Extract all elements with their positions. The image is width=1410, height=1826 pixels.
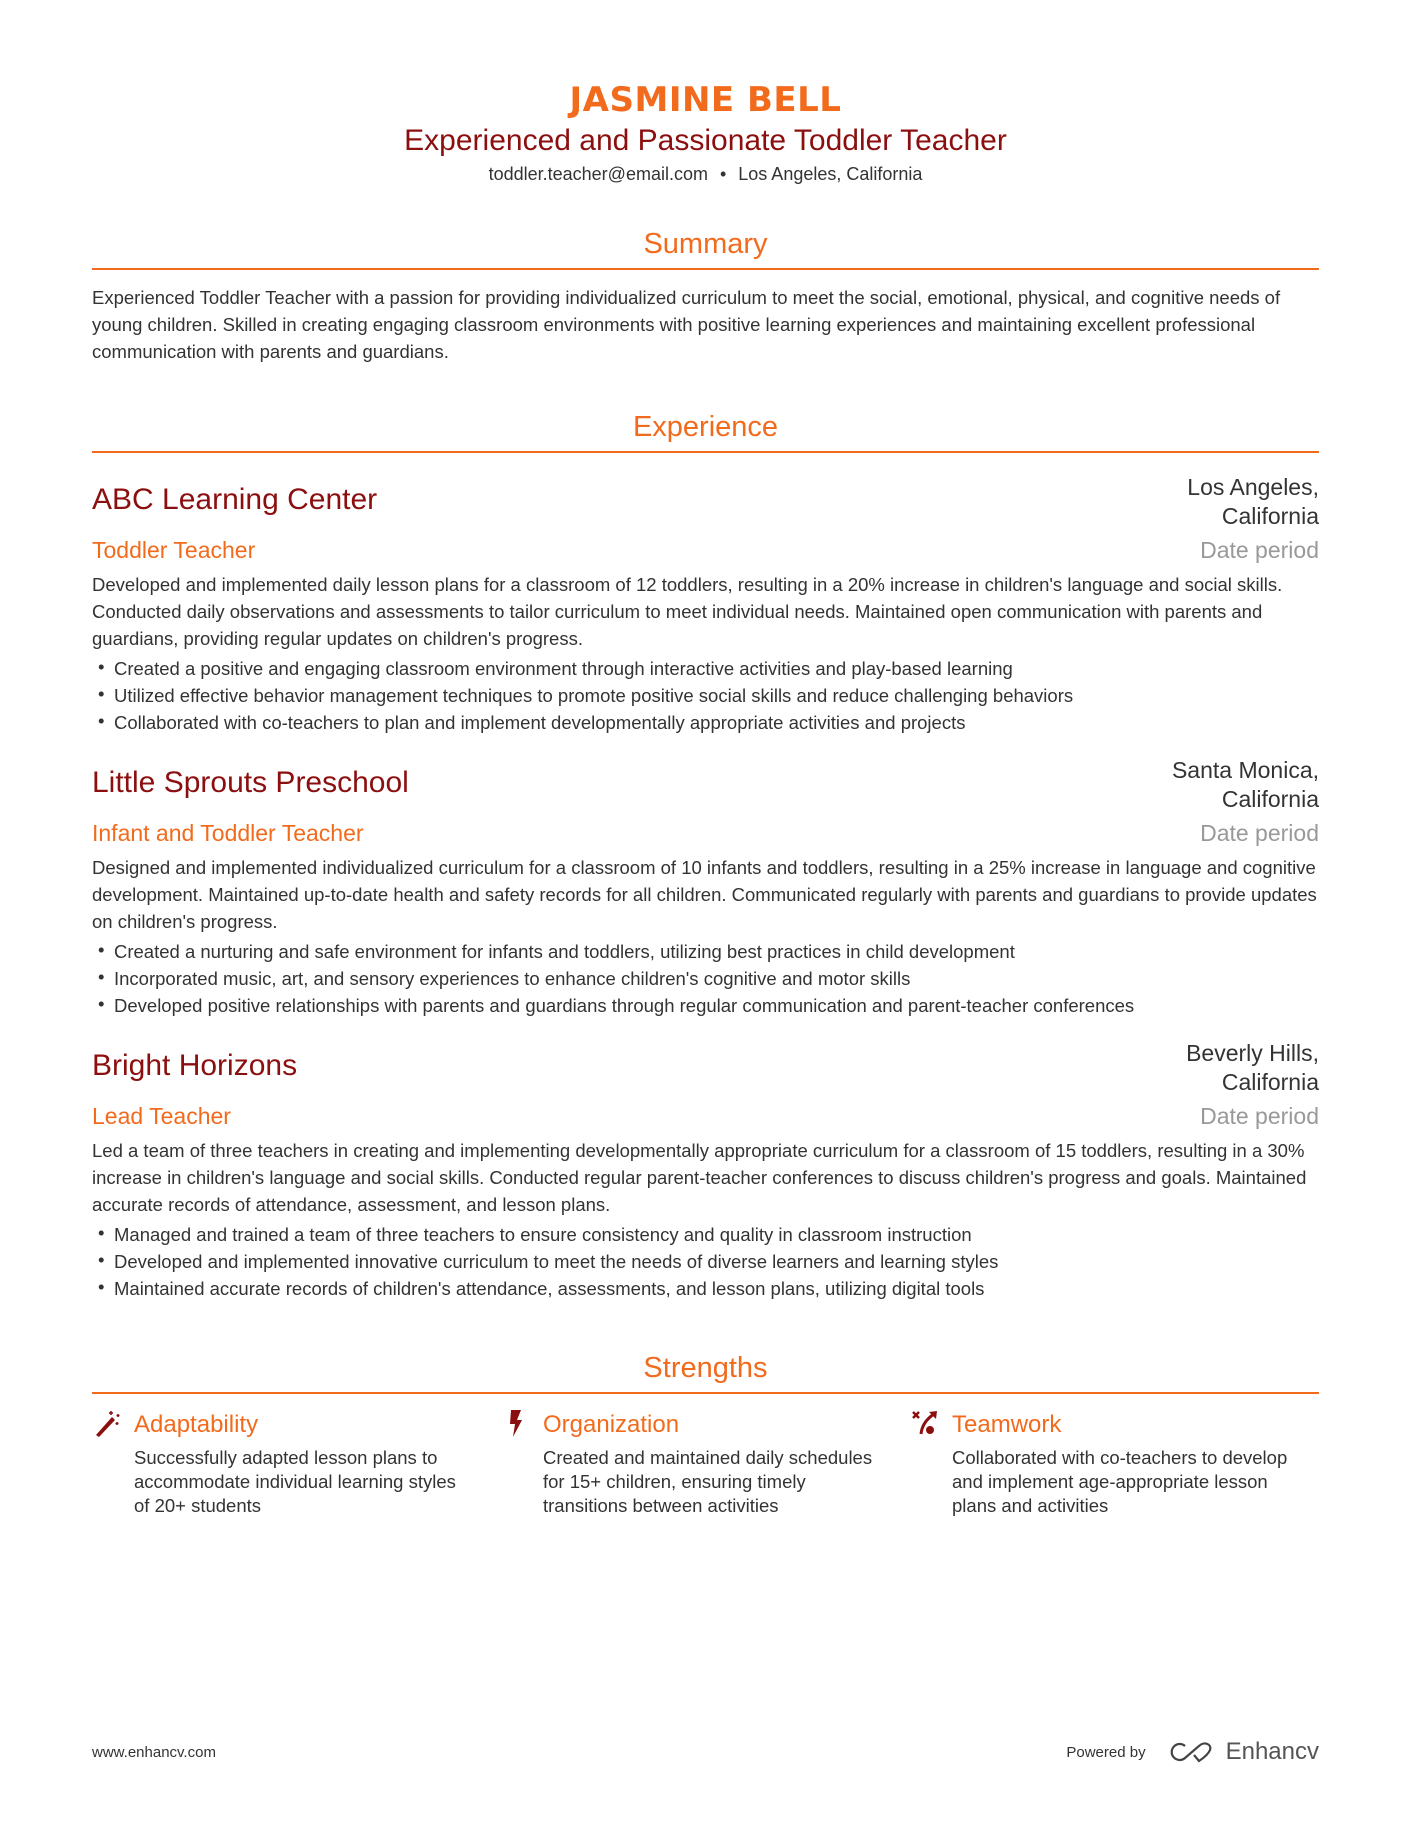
bullet-item: • Managed and trained a team of three teachers to ensure consistency and quality in classroom instruction — [92, 1221, 1319, 1248]
separator: • — [719, 164, 727, 184]
bullet-item: • Utilized effective behavior management techniques to promote positive social skills and reduce challenging behaviors — [92, 682, 1319, 709]
website-link[interactable]: www.enhancv.com — [92, 1743, 216, 1761]
job-role: Lead Teacher — [92, 1103, 231, 1129]
header — [92, 78, 1319, 188]
strength-item — [501, 1408, 910, 1518]
contact-line — [92, 160, 1319, 188]
company-name: Bright Horizons — [92, 1049, 298, 1082]
section-heading: Strengths — [92, 1348, 1319, 1394]
job-description: Developed and implemented daily lesson plans for a classroom of 12 toddlers, resulting in a 20% increase in children's language and social skills. Conducted daily observations and assessments to tailor curriculum to meet individual needs. Maintained open communication with parents and guardians, providing regular updates on children's progress. — [92, 574, 1283, 649]
enhancv-logo[interactable] — [1168, 1738, 1319, 1766]
job-role: Infant and Toddler Teacher — [92, 820, 364, 846]
job-location-city: Santa Monica, — [1171, 757, 1319, 783]
job-bullets — [92, 938, 1319, 1019]
job-location-city: Beverly Hills, — [1186, 1040, 1319, 1066]
footer — [92, 1738, 1319, 1766]
job-entry — [92, 1039, 1319, 1302]
bullet-item: • Created a nurturing and safe environment for infants and toddlers, utilizing best practices in child development — [92, 938, 1319, 965]
candidate-name: JASMINE BELL — [569, 80, 842, 120]
job-location-state: California — [1221, 1069, 1319, 1095]
strength-title: Adaptability — [134, 1411, 259, 1438]
job-location-state: California — [1221, 503, 1319, 529]
brand-name: Enhancv — [1225, 1738, 1319, 1765]
summary-section — [92, 224, 1319, 365]
summary-text: Experienced Toddler Teacher with a passion for providing individualized curriculum to meet the social, emotional, physical, and cognitive needs of young children. Skilled in creating engaging classroom environments with positive learning experiences and maintaining excellent professional communication with parents and guardians. — [92, 287, 1281, 362]
job-date: Date period — [1200, 820, 1319, 846]
bullet-item: • Collaborated with co-teachers to plan and implement developmentally appropriate activities and projects — [92, 709, 1319, 736]
job-bullets — [92, 1221, 1319, 1302]
section-heading: Summary — [92, 224, 1319, 270]
company-name: Little Sprouts Preschool — [92, 766, 409, 799]
job-location-state: California — [1221, 786, 1319, 812]
strength-item — [910, 1408, 1319, 1518]
lightning-icon — [501, 1408, 543, 1442]
strength-item — [92, 1408, 501, 1518]
powered-by: Powered by — [1066, 1743, 1146, 1761]
bullet-item: • Maintained accurate records of children's attendance, assessments, and lesson plans, utilizing digital tools — [92, 1275, 1319, 1302]
experience-section — [92, 407, 1319, 1302]
job-role: Toddler Teacher — [92, 537, 256, 563]
job-location — [1187, 473, 1319, 531]
strength-description: Collaborated with co-teachers to develop and implement age-appropriate lesson plans and activities — [952, 1447, 1288, 1516]
resume — [92, 78, 1319, 1518]
candidate-title: Experienced and Passionate Toddler Teacher — [404, 124, 1007, 157]
strength-description: Successfully adapted lesson plans to accommodate individual learning styles of 20+ students — [134, 1447, 456, 1516]
job-date: Date period — [1200, 537, 1319, 563]
job-location — [1172, 756, 1319, 814]
job-date: Date period — [1200, 1103, 1319, 1129]
job-entry — [92, 756, 1319, 1019]
bullet-item: • Created a positive and engaging classroom environment through interactive activities and play-based learning — [92, 655, 1319, 682]
magic-wand-icon — [92, 1408, 134, 1442]
email[interactable]: toddler.teacher@email.com — [488, 164, 708, 184]
job-entry — [92, 473, 1319, 736]
strategy-icon — [910, 1408, 952, 1442]
section-heading: Experience — [92, 407, 1319, 453]
job-location-city: Los Angeles, — [1187, 474, 1319, 500]
job-description: Led a team of three teachers in creating and implementing developmentally appropriate curriculum for a classroom of 15 toddlers, resulting in a 30% increase in children's language and social skills. Conducted regular parent-teacher conferences to discuss children's progress and goals. Maintained accurate records of attendance, assessment, and lesson plans. — [92, 1140, 1307, 1215]
strengths-section — [92, 1348, 1319, 1518]
bullet-item: • Incorporated music, art, and sensory experiences to enhance children's cognitive and motor skills — [92, 965, 1319, 992]
strength-description: Created and maintained daily schedules for 15+ children, ensuring timely transitions between activities — [543, 1447, 873, 1516]
bullet-item: • Developed positive relationships with parents and guardians through regular communication and parent-teacher conferences — [92, 992, 1319, 1019]
strength-title: Teamwork — [952, 1411, 1062, 1438]
bullet-item: • Developed and implemented innovative curriculum to meet the needs of diverse learners and learning styles — [92, 1248, 1319, 1275]
job-bullets — [92, 655, 1319, 736]
job-location — [1186, 1039, 1319, 1097]
location: Los Angeles, California — [738, 164, 923, 184]
enhancv-logo-icon — [1168, 1740, 1214, 1764]
strength-title: Organization — [543, 1411, 680, 1438]
company-name: ABC Learning Center — [92, 483, 378, 516]
job-description: Designed and implemented individualized curriculum for a classroom of 10 infants and toddlers, resulting in a 25% increase in language and cognitive development. Maintained up-to-date health and safety records for all children. Communicated regularly with parents and guardians to provide updates on children's progress. — [92, 857, 1317, 932]
